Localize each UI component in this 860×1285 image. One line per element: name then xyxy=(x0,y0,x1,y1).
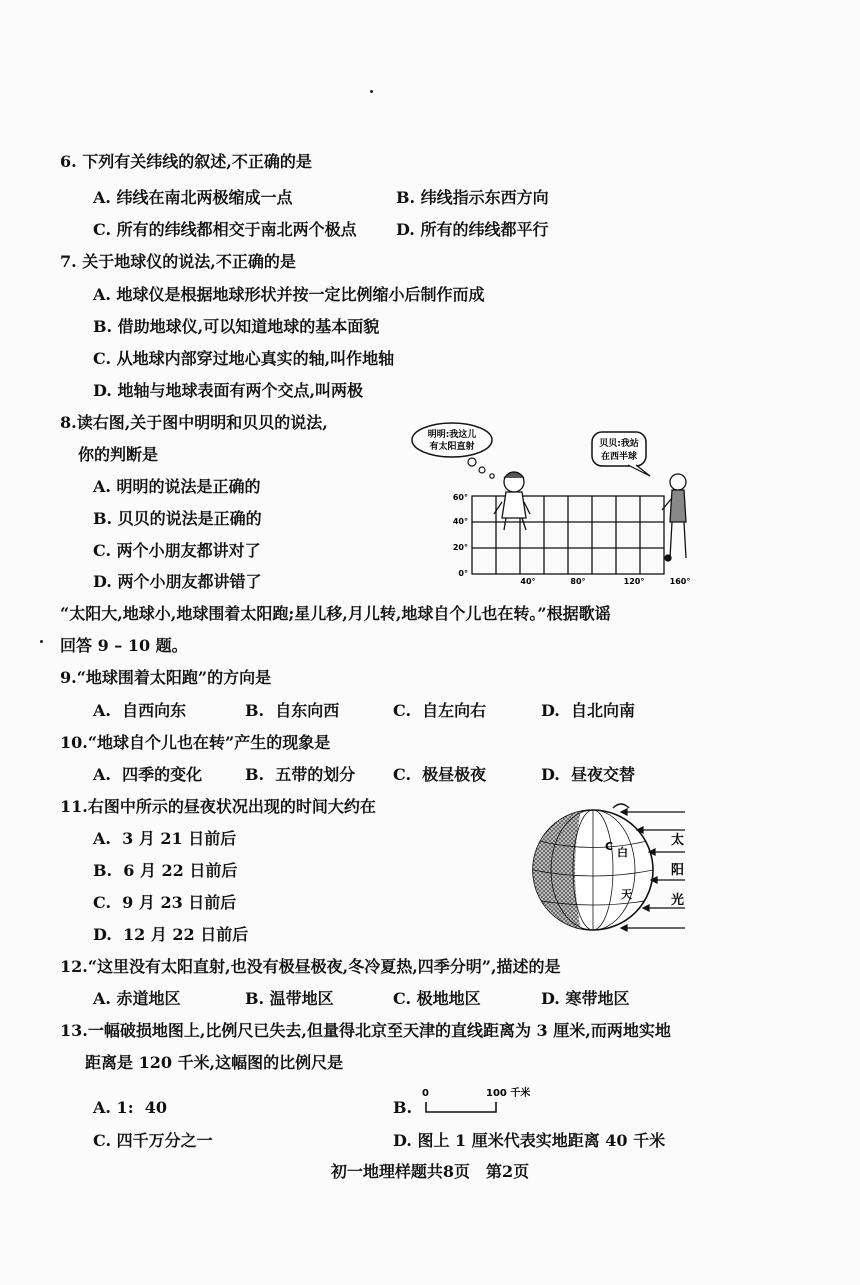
sun-char-yang: 阳 xyxy=(671,863,685,878)
scale-bar-end-label: 100 千米 xyxy=(486,1088,531,1099)
q11-option-c: C. 9 月 23 日前后 xyxy=(93,893,237,912)
q7-option-d: D. 地轴与地球表面有两个交点,叫两极 xyxy=(93,381,364,400)
scan-speck xyxy=(40,640,43,643)
speech-bubble-mingming xyxy=(412,423,494,478)
night-side xyxy=(533,810,581,930)
bubble-mingming-line1: 明明:我这儿 xyxy=(427,430,477,440)
axis-arrow-icon xyxy=(613,804,629,808)
question-7-stem: 7. 关于地球仪的说法,不正确的是 xyxy=(60,252,296,271)
q8-option-a: A. 明明的说法是正确的 xyxy=(93,477,261,496)
lon-label-160: 160° xyxy=(669,577,691,586)
question-6-stem: 6. 下列有关纬线的叙述,不正确的是 xyxy=(60,152,312,171)
q12-option-d: D. 寒带地区 xyxy=(541,989,630,1008)
q13-option-d: D. 图上 1 厘米代表实地距离 40 千米 xyxy=(393,1131,666,1150)
lat-label-20: 20° xyxy=(452,543,468,552)
q7-option-b: B. 借助地球仪,可以知道地球的基本面貌 xyxy=(93,317,380,336)
q10-option-c: C. 极昼极夜 xyxy=(393,765,487,784)
question-9-stem: 9.“地球围着太阳跑”的方向是 xyxy=(60,668,272,687)
sun-char-guang: 光 xyxy=(671,893,685,908)
question-13-stem-line2: 距离是 120 千米,这幅图的比例尺是 xyxy=(85,1053,344,1072)
lon-label-40: 40° xyxy=(520,577,536,586)
bubble-mingming-line2: 有太阳直射 xyxy=(429,442,475,452)
q6-option-d: D. 所有的纬线都平行 xyxy=(396,220,549,239)
question-10-stem: 10.“地球自个儿也在转”产生的现象是 xyxy=(60,733,331,752)
child-beibei-figure xyxy=(662,474,686,561)
q10-option-a: A. 四季的变化 xyxy=(93,765,203,784)
lon-label-120: 120° xyxy=(623,577,645,586)
q11-option-b: B. 6 月 22 日前后 xyxy=(93,861,238,880)
question-8-stem: 8.读右图,关于图中明明和贝贝的说法, xyxy=(60,413,328,432)
question-12-stem: 12.“这里没有太阳直射,也没有极昼极夜,冬冷夏热,四季分明”,描述的是 xyxy=(60,957,561,976)
q9-option-c: C. 自左向右 xyxy=(393,701,487,720)
q9-option-a: A. 自西向东 xyxy=(93,701,187,720)
lat-label-60: 60° xyxy=(452,493,468,502)
q8-option-c: C. 两个小朋友都讲对了 xyxy=(93,541,261,560)
q8-option-b: B. 贝贝的说法是正确的 xyxy=(93,509,262,528)
q12-option-c: C. 极地地区 xyxy=(393,989,481,1008)
scan-speck xyxy=(370,90,373,93)
globe-label-c: C xyxy=(605,840,614,853)
scale-bar xyxy=(418,1084,558,1118)
globe-label-tian: 天 xyxy=(621,888,632,901)
lat-label-0: 0° xyxy=(458,569,468,578)
lat-label-40: 40° xyxy=(452,517,468,526)
q13-option-b: B. xyxy=(393,1098,413,1117)
globe-label-bai: 白 xyxy=(617,846,628,859)
q9-option-b: B. 自东向西 xyxy=(245,701,340,720)
question-8-stem-line2: 你的判断是 xyxy=(78,445,159,464)
q7-option-c: C. 从地球内部穿过地心真实的轴,叫作地轴 xyxy=(93,349,395,368)
lat-lon-grid xyxy=(472,496,664,574)
q8-figure xyxy=(400,418,700,588)
q11-globe-figure xyxy=(525,800,695,940)
question-13-stem: 13.一幅破损地图上,比例尺已失去,但量得北京至天津的直线距离为 3 厘米,而两地实地 xyxy=(60,1021,671,1040)
question-11-stem: 11.右图中所示的昼夜状况出现的时间大约在 xyxy=(60,797,376,816)
bubble-beibei-line2: 在西半球 xyxy=(600,452,638,462)
speech-bubble-beibei xyxy=(592,432,650,476)
q10-option-d: D. 昼夜交替 xyxy=(541,765,636,784)
scale-bar-zero: 0 xyxy=(422,1088,429,1099)
bubble-beibei-line1: 贝贝:我站 xyxy=(599,439,639,449)
ballad-line1: “太阳大,地球小,地球围着太阳跑;星儿移,月儿转,地球自个儿也在转。”根据歌谣 xyxy=(60,604,611,623)
q11-option-d: D. 12 月 22 日前后 xyxy=(93,925,249,944)
lon-label-80: 80° xyxy=(570,577,586,586)
q6-option-b: B. 纬线指示东西方向 xyxy=(396,188,549,207)
q11-option-a: A. 3 月 21 日前后 xyxy=(93,829,237,848)
q6-option-c: C. 所有的纬线都相交于南北两个极点 xyxy=(93,220,357,239)
page-footer: 初一地理样题共8页 第2页 xyxy=(330,1162,530,1181)
q8-option-d: D. 两个小朋友都讲错了 xyxy=(93,572,262,591)
child-mingming-figure xyxy=(494,472,530,530)
q6-option-a: A. 纬线在南北两极缩成一点 xyxy=(93,188,293,207)
ballad-line2: 回答 9 – 10 题。 xyxy=(60,636,188,655)
q13-option-c: C. 四千万分之一 xyxy=(93,1131,213,1150)
q12-option-b: B. 温带地区 xyxy=(245,989,334,1008)
sun-char-tai: 太 xyxy=(671,833,685,848)
q13-option-a: A. 1: 40 xyxy=(93,1098,167,1117)
q9-option-d: D. 自北向南 xyxy=(541,701,636,720)
q12-option-a: A. 赤道地区 xyxy=(93,989,181,1008)
q7-option-a: A. 地球仪是根据地球形状并按一定比例缩小后制作而成 xyxy=(93,285,485,304)
q10-option-b: B. 五带的划分 xyxy=(245,765,356,784)
